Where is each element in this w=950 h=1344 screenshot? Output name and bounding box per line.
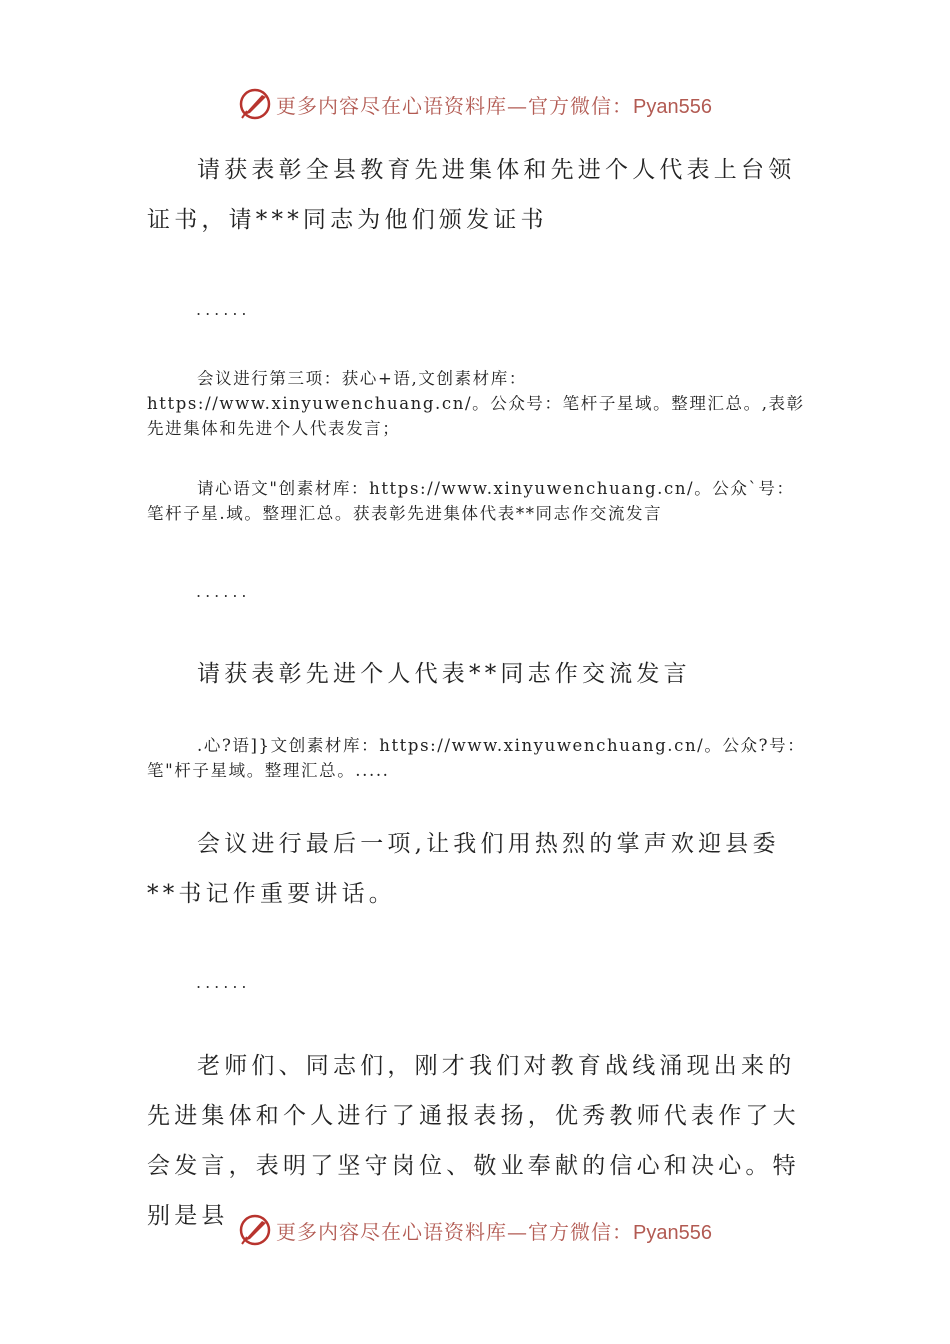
banner-text: 更多内容尽在心语资料库—官方微信：Pyan556: [276, 93, 712, 118]
paragraph-agenda-item-3: 会议进行第三项：获心+语,文创素材库：https://www.xinyuwenchuang.cn/。公众号：笔杆子星域。整理汇总。,表彰先进集体和先进个人代表发言；: [147, 369, 805, 438]
header-banner: [0, 82, 950, 126]
quill-logo-icon: [238, 1213, 272, 1247]
ellipsis-3: ......: [196, 973, 251, 992]
banner-text: 更多内容尽在心语资料库—官方微信：Pyan556: [276, 1219, 712, 1244]
paragraph-final-item: 会议进行最后一项,让我们用热烈的掌声欢迎县委**书记作重要讲话。: [147, 831, 780, 907]
quill-logo-icon: [238, 87, 272, 121]
paragraph-collective-speech: 请心语文"创素材库：https://www.xinyuwenchuang.cn/。公众`号：笔杆子星.域。整理汇总。获表彰先进集体代表**同志作交流发言: [147, 479, 795, 523]
paragraph-award-certificates: 请获表彰全县教育先进集体和先进个人代表上台领证书，请***同志为他们颁发证书: [147, 157, 796, 233]
ellipsis-1: ......: [196, 300, 251, 319]
paragraph-closing-remarks: 老师们、同志们，刚才我们对教育战线涌现出来的先进集体和个人进行了通报表扬，优秀教师代表作了大会发言，表明了坚守岗位、敬业奉献的信心和决心。特别是县: [147, 1053, 800, 1229]
footer-banner: [0, 1208, 950, 1252]
paragraph-watermark-note: .心?语]}文创素材库：https://www.xinyuwenchuang.cn/。公众?号：笔"杆子星域。整理汇总。.....: [147, 736, 806, 780]
ellipsis-2: ......: [196, 582, 251, 601]
paragraph-individual-speech: 请获表彰先进个人代表**同志作交流发言: [197, 661, 691, 687]
